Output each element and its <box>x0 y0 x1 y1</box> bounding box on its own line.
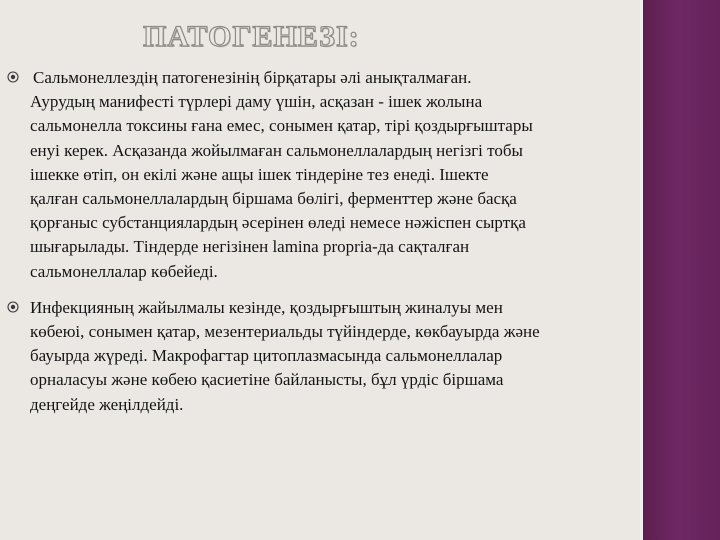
text-line: орналасуы және көбею қасиетіне байланысты, бұл үрдіс біршама <box>30 370 504 390</box>
text-line: шығарылады. Тіндерде негізінен lamina propria-да сақталған <box>30 237 470 257</box>
text-line: көбеюі, сонымен қатар, мезентериальды түйіндерде, көкбауырда және <box>30 322 540 342</box>
text-line: қорғаныс субстанциялардың әсерінен өледі немесе нәжіспен сыртқа <box>30 213 526 233</box>
text-line: қалған сальмонеллалардың біршама бөлігі, ферменттер және басқа <box>30 189 517 209</box>
text-line: ішекке өтіп, он екілі және ащы ішек тіндеріне тез енеді. Ішекте <box>30 164 489 184</box>
text-line: Аурудың манифесті түрлері даму үшін, асқазан - ішек жолына <box>30 92 483 112</box>
circled-dot-bullet-icon <box>7 71 19 83</box>
bullet-text-1 <box>30 66 640 284</box>
text-line: бауырда жүреді. Макрофагтар цитоплазмасында сальмонеллалар <box>30 346 503 366</box>
text-line: сальмонелла токсины ғана емес, сонымен қатар, тірі қоздырғыштары <box>30 116 533 136</box>
circled-dot-bullet-icon <box>7 301 19 313</box>
bullet-item-2 <box>0 296 640 417</box>
text-line: Инфекцияның жайылмалы кезінде, қоздырғыштың жиналуы мен <box>30 297 503 317</box>
bullet-item-1 <box>0 66 640 284</box>
decorative-sidebar <box>643 0 720 540</box>
slide-body <box>0 66 640 417</box>
bullet-text-2 <box>30 296 640 417</box>
text-line: деңгейде жеңілдейді. <box>30 394 184 414</box>
text-line: Сальмонеллездің патогенезінің бірқатары әлі анықталмаған. <box>33 68 472 87</box>
text-line: сальмонеллалар көбейеді. <box>30 261 218 281</box>
slide-title: ПАТОГЕНЕЗІ: <box>143 20 360 53</box>
text-line: енуі керек. Асқазанда жойылмаған сальмонеллалардың негізгі тобы <box>30 140 523 160</box>
